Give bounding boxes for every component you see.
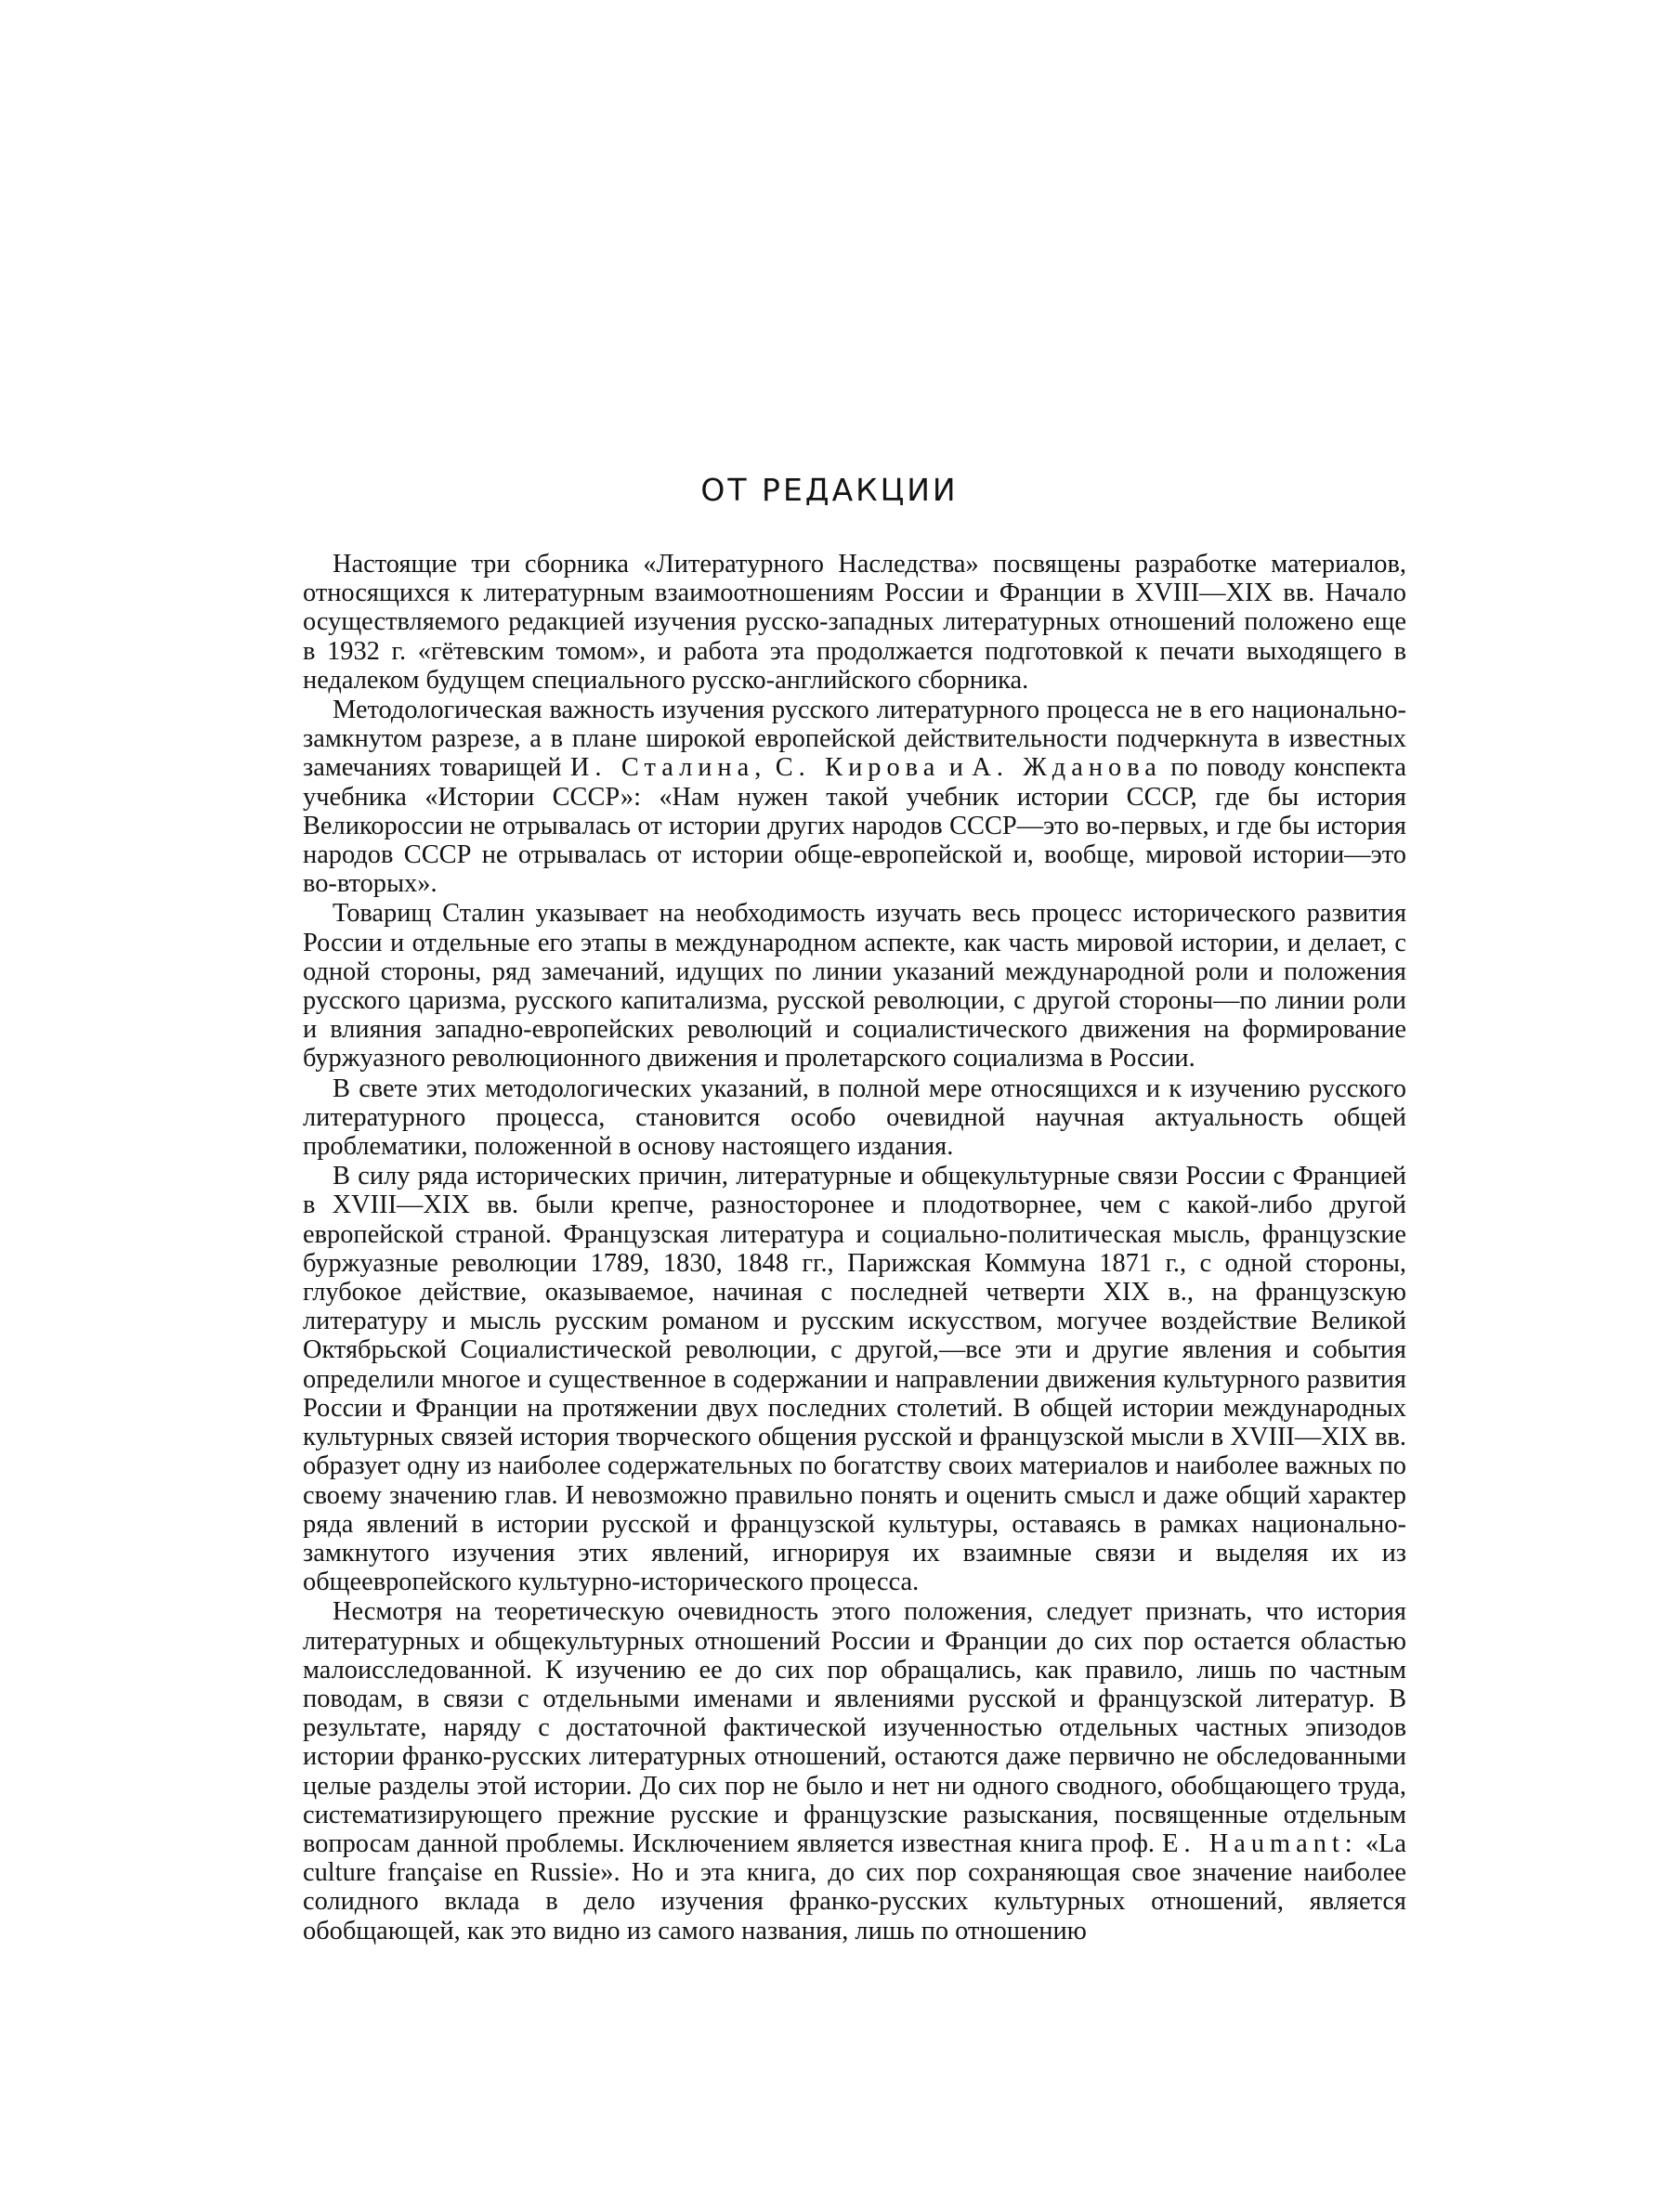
author-name-haumant: E. Haumant: <box>1162 1828 1358 1858</box>
author-name-stalin: И. Сталина, <box>569 753 767 783</box>
page-title: ОТ РЕДАКЦИИ <box>700 472 959 508</box>
paragraph-6-text-b: «La culture française en Russie». Но и эта книга, до сих пор сохраняющая свое значение наиболее солидного вклада в дело изучения франко-русских культурных отношений, является обобщающей, как это видно из самого названия, лишь по отношению <box>303 1828 1406 1945</box>
editorial-text <box>303 550 1406 1946</box>
paragraph-2-text-b: по поводу конспекта учебника «Истории СССР»: «Нам нужен такой учебник истории СССР, где бы история Великороссии не отрывалась от истории других народов СССР—это во-первых, и где бы история народов СССР не отрывалась от истории обще-европейской и, вообще, мировой истории—это во-вторых». <box>303 753 1406 899</box>
paragraph-6-text-a: Несмотря на теоретическую очевидность этого положения, следует признать, что история литературных и общекультурных отношений России и Франции до сих пор остается областью малоисследованной. К изучению ее до сих пор обращались, как правило, лишь по частным поводам, в связи с отдельными именами и явлениями русской и французской литератур. В результате, наряду с достаточной фактической изученностью отдельных частных эпизодов истории франко-русских литературных отношений, остаются даже первично не обследованными целые разделы этой истории. До сих пор не было и нет ни одного сводного, обобщающего труда, систематизирующего прежние русские и французские разыскания, посвященные отдельным вопросам данной проблемы. Исключением является известная книга проф. <box>303 1597 1406 1858</box>
paragraph-6 <box>303 1597 1406 1945</box>
author-name-kirov: С. Кирова <box>775 753 941 783</box>
paragraph-2-text-a: Методологическая важность изучения русского литературного процесса не в его национально-замкнутом разрезе, а в плане широкой европейской действительности подчеркнута в известных замечаниях товарищей <box>303 696 1406 783</box>
paragraph-4: В свете этих методологических указаний, в полной мере относящихся и к изучению русского литературного процесса, становится особо очевидной научная актуальность общей проблематики, положенной в основу настоящего издания. <box>303 1073 1406 1162</box>
author-name-zhdanov: А. Жданова <box>972 753 1162 783</box>
paragraph-2 <box>303 696 1406 898</box>
paragraph-3: Товарищ Сталин указывает на необходимость изучать весь процесс исторического развития России и отдельные его этапы в международном аспекте, как часть мировой истории, и делает, с одной стороны, ряд замечаний, идущих по линии указаний международной роли и положения русского царизма, русского капитализма, русской революции, с другой стороны—по линии роли и влияния западно-европейских революций и социалистического движения на формирование буржуазного революционного движения и пролетарского социализма в России. <box>303 899 1406 1073</box>
paragraph-5: В силу ряда исторических причин, литературные и общекультурные связи России с Францией в XVIII—XIX вв. были крепче, разносторонее и плодотворнее, чем с какой-либо другой европейской страной. Французская литература и социально-политическая мысль, французские буржуазные революции 1789, 1830, 1848 гг., Парижская Коммуна 1871 г., с одной стороны, глубокое действие, оказываемое, начиная с последней четверти XIX в., на французскую литературу и мысль русским романом и русским искусством, могучее воздействие Великой Октябрьской Социалистической революции, с другой,—все эти и другие явления и события определили многое и существенное в содержании и направлении движения культурного развития России и Франции на протяжении двух последних столетий. В общей истории международных культурных связей история творческого общения русской и французской мысли в XVIII—XIX вв. образует одну из наиболее содержательных по богатству своих материалов и наиболее важных по своему значению глав. И невозможно правильно понять и оценить смысл и даже общий характер ряда явлений в истории русской и французской культуры, оставаясь в рамках национально-замкнутого изучения этих явлений, игнорируя их взаимные связи и выделяя их из общеевропейского культурно-исторического процесса. <box>303 1162 1406 1597</box>
paragraph-1: Настоящие три сборника «Литературного Наследства» посвящены разработке материалов, относящихся к литературным взаимоотношениям России и Франции в XVIII—XIX вв. Начало осуществляемого редакцией изучения русско-западных литературных отношений положено еще в 1932 г. «гётевским томом», и работа эта продолжается подготовкой к печати выходящего в недалеком будущем специального русско-английского сборника. <box>303 550 1406 695</box>
conjunction: и <box>948 753 963 783</box>
